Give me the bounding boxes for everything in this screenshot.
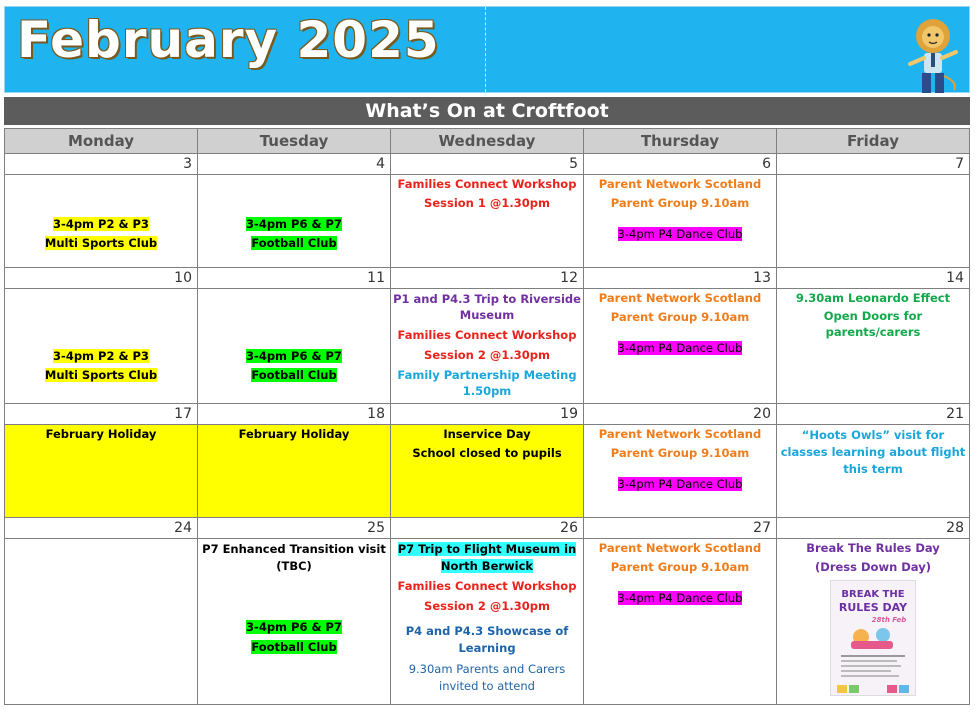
event-text: 3-4pm P6 & P7: [246, 217, 342, 231]
day-cell: [777, 175, 970, 268]
event-text: Parent Group 9.10am: [610, 310, 750, 324]
break-the-rules-poster: [830, 580, 916, 696]
event-text: 3-4pm P4 Dance Club: [617, 591, 743, 605]
date-number: 7: [777, 154, 970, 175]
date-number: 4: [198, 154, 391, 175]
holiday-cell: [391, 425, 584, 518]
week-3-events-row: [5, 425, 970, 518]
day-cell: [198, 539, 391, 705]
event-text: Multi Sports Club: [44, 236, 158, 250]
date-number: 25: [198, 518, 391, 539]
poster-line-1: BREAK THE: [841, 589, 905, 600]
poster-line-2: RULES DAY: [838, 601, 908, 614]
event-text: 3-4pm P2 & P3: [53, 349, 149, 363]
event-text: Family Partnership Meeting 1.50pm: [397, 368, 577, 398]
week-4-date-row: [5, 518, 970, 539]
date-number: 18: [198, 404, 391, 425]
weekday-header-monday: Monday: [5, 129, 198, 154]
day-cell: [584, 539, 777, 705]
event-text: 3-4pm P4 Dance Club: [617, 477, 743, 491]
lion-mascot-icon: [898, 16, 968, 96]
event-text: Football Club: [251, 640, 337, 654]
event-text: (Dress Down Day): [815, 560, 931, 574]
event-text: Break The Rules Day: [806, 541, 940, 555]
event-text: Parent Group 9.10am: [610, 560, 750, 574]
date-number: 24: [5, 518, 198, 539]
banner-divider: [485, 7, 486, 92]
week-2-date-row: [5, 268, 970, 289]
date-number: 28: [777, 518, 970, 539]
day-cell: [777, 539, 970, 705]
day-cell: [5, 175, 198, 268]
day-cell: [5, 289, 198, 404]
date-number: 17: [5, 404, 198, 425]
event-text: Session 1 @1.30pm: [424, 196, 550, 210]
event-text: Families Connect Workshop: [397, 579, 577, 593]
day-cell: [584, 289, 777, 404]
poster-line-3: 28th Feb: [871, 616, 907, 624]
event-text: 3-4pm P6 & P7: [246, 620, 342, 634]
weekday-header-tuesday: Tuesday: [198, 129, 391, 154]
event-text: Parent Network Scotland: [598, 291, 762, 305]
event-text: February Holiday: [238, 427, 350, 441]
event-text: 9.30am Parents and Carers invited to attend: [408, 662, 566, 693]
day-cell: [198, 175, 391, 268]
event-text: Parent Network Scotland: [598, 541, 762, 555]
event-text: Families Connect Workshop: [397, 328, 577, 342]
day-cell: [777, 289, 970, 404]
day-cell: [584, 175, 777, 268]
event-text: School closed to pupils: [412, 446, 562, 460]
day-cell: [391, 289, 584, 404]
week-2-events-row: [5, 289, 970, 404]
header-banner: [4, 6, 970, 93]
date-number: 14: [777, 268, 970, 289]
date-number: 26: [391, 518, 584, 539]
date-number: 6: [584, 154, 777, 175]
week-1-events-row: [5, 175, 970, 268]
event-text: February Holiday: [45, 427, 157, 441]
event-text: Football Club: [251, 368, 337, 382]
weekday-header-row: [5, 129, 970, 154]
event-text: 3-4pm P4 Dance Club: [617, 341, 743, 355]
event-text: P1 and P4.3 Trip to Riverside Museum: [393, 292, 581, 322]
event-text: Parent Network Scotland: [598, 177, 762, 191]
week-3-date-row: [5, 404, 970, 425]
date-number: 13: [584, 268, 777, 289]
date-number: 5: [391, 154, 584, 175]
event-text: Session 2 @1.30pm: [424, 599, 550, 613]
weekday-header-thursday: Thursday: [584, 129, 777, 154]
event-text: Inservice Day: [443, 427, 531, 441]
day-cell: [777, 425, 970, 518]
date-number: 12: [391, 268, 584, 289]
event-text: P7 Trip to Flight Museum in North Berwick: [397, 542, 577, 573]
calendar-table: [4, 128, 970, 705]
date-number: 21: [777, 404, 970, 425]
event-text: 9.30am Leonardo Effect: [795, 291, 951, 305]
event-text: Session 2 @1.30pm: [424, 348, 550, 362]
event-text: Open Doors for parents/carers: [823, 309, 923, 339]
date-number: 20: [584, 404, 777, 425]
weekday-header-wednesday: Wednesday: [391, 129, 584, 154]
date-number: 3: [5, 154, 198, 175]
event-text: Football Club: [251, 236, 337, 250]
weekday-header-friday: Friday: [777, 129, 970, 154]
event-text: Parent Group 9.10am: [610, 196, 750, 210]
event-text: 3-4pm P4 Dance Club: [617, 227, 743, 241]
page-title: February 2025: [17, 11, 440, 69]
day-cell: [584, 425, 777, 518]
event-text: Multi Sports Club: [44, 368, 158, 382]
date-number: 10: [5, 268, 198, 289]
event-text: Families Connect Workshop: [397, 177, 577, 191]
date-number: 27: [584, 518, 777, 539]
day-cell: [5, 539, 198, 705]
holiday-cell: [198, 425, 391, 518]
subtitle-bar: What’s On at Croftfoot: [4, 97, 970, 125]
day-cell: [391, 175, 584, 268]
day-cell: [198, 289, 391, 404]
event-text: “Hoots Owls” visit for classes learning about flight this term: [780, 428, 966, 476]
event-text: P4 and P4.3 Showcase of Learning: [405, 624, 569, 655]
week-1-date-row: [5, 154, 970, 175]
event-text: P7 Enhanced Transition visit (TBC): [202, 542, 386, 573]
week-4-events-row: [5, 539, 970, 705]
event-text: Parent Network Scotland: [598, 427, 762, 441]
day-cell: [391, 539, 584, 705]
event-text: 3-4pm P2 & P3: [53, 217, 149, 231]
event-text: Parent Group 9.10am: [610, 446, 750, 460]
event-text: 3-4pm P6 & P7: [246, 349, 342, 363]
date-number: 11: [198, 268, 391, 289]
holiday-cell: [5, 425, 198, 518]
date-number: 19: [391, 404, 584, 425]
